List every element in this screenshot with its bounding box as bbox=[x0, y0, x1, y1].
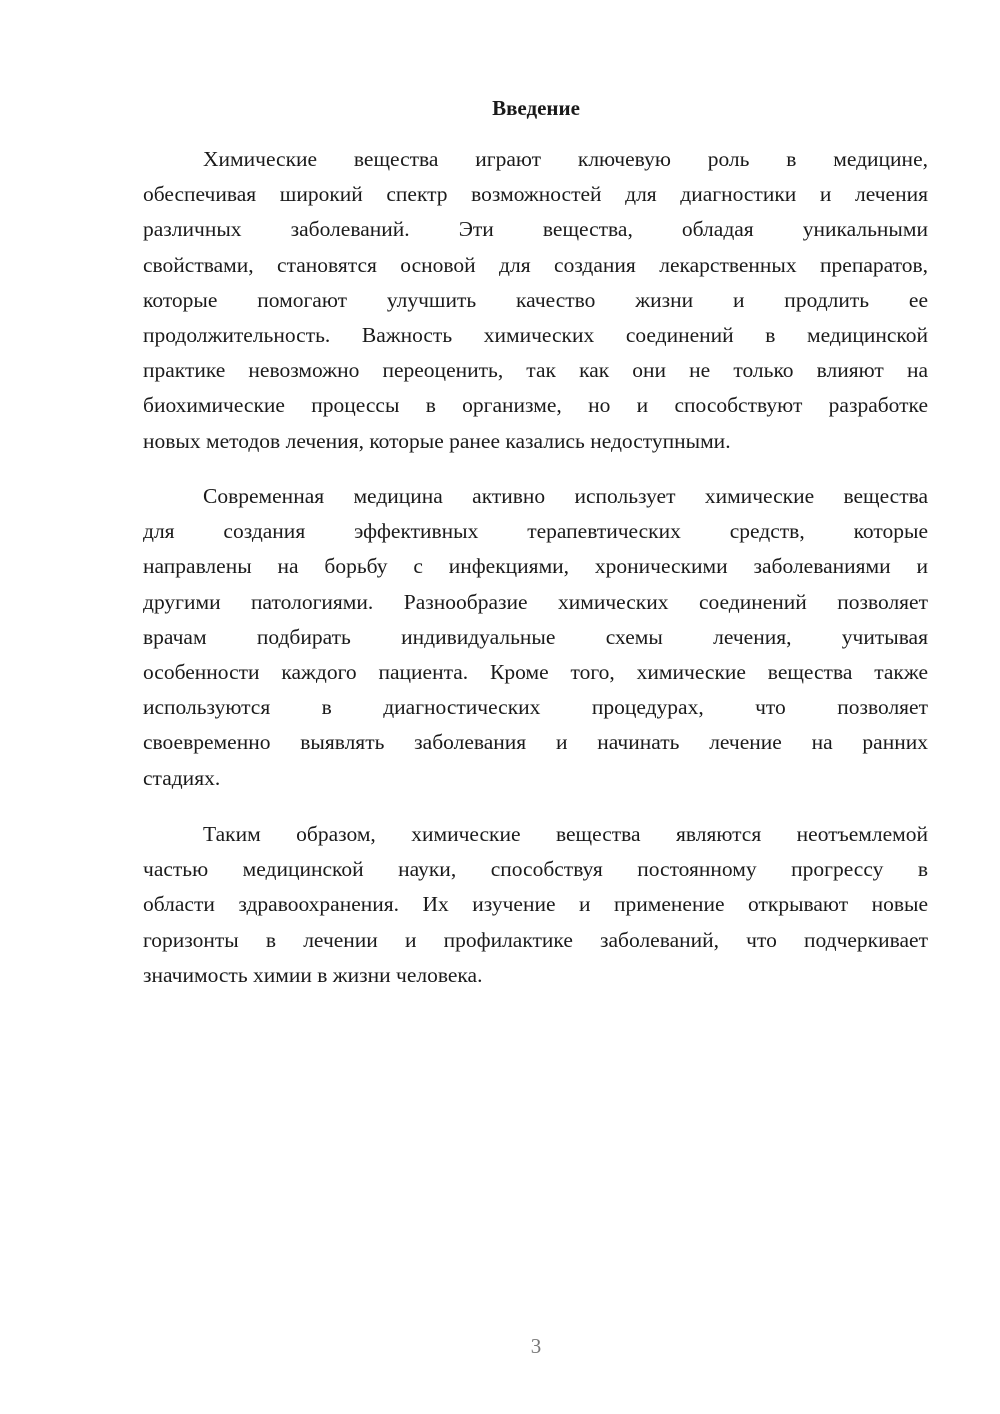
text-line: различных заболеваний. Эти вещества, обладая уникальными bbox=[143, 217, 928, 242]
text-line: направлены на борьбу с инфекциями, хроническими заболеваниями и bbox=[143, 554, 928, 579]
paragraph-1 bbox=[143, 142, 928, 459]
text-line: которые помогают улучшить качество жизни и продлить ее bbox=[143, 287, 928, 312]
text-line: области здравоохранения. Их изучение и применение открывают новые bbox=[143, 892, 928, 917]
text-line: Таким образом, химические вещества являются неотъемлемой bbox=[203, 822, 928, 846]
text-line: врачам подбирать индивидуальные схемы лечения, учитывая bbox=[143, 624, 928, 649]
text-line: продолжительность. Важность химических соединений в медицинской bbox=[143, 322, 928, 347]
text-line: обеспечивая широкий спектр возможностей для диагностики и лечения bbox=[143, 182, 928, 207]
text-line: Химические вещества играют ключевую роль в медицине, bbox=[203, 147, 928, 171]
section-title: Введение bbox=[492, 96, 580, 120]
text-line: практике невозможно переоценить, так как они не только влияют на bbox=[143, 358, 928, 383]
paragraph-2 bbox=[143, 479, 928, 796]
page-number: 3 bbox=[530, 1334, 542, 1358]
text-line: стадиях. bbox=[143, 765, 221, 790]
text-line: используются в диагностических процедурах, что позволяет bbox=[143, 695, 928, 720]
text-line: другими патологиями. Разнообразие химических соединений позволяет bbox=[143, 589, 928, 614]
paragraph-3 bbox=[143, 817, 928, 993]
text-line: свойствами, становятся основой для создания лекарственных препаратов, bbox=[143, 252, 928, 277]
text-line: биохимические процессы в организме, но и способствуют разработке bbox=[143, 393, 928, 418]
text-line: особенности каждого пациента. Кроме того, химические вещества также bbox=[143, 659, 928, 684]
text-line: частью медицинской науки, способствуя постоянному прогрессу в bbox=[143, 857, 928, 882]
text-line: новых методов лечения, которые ранее казались недоступными. bbox=[143, 428, 731, 453]
text-line: для создания эффективных терапевтических средств, которые bbox=[143, 519, 928, 544]
text-line: Современная медицина активно использует химические вещества bbox=[203, 484, 928, 508]
text-line: значимость химии в жизни человека. bbox=[143, 962, 483, 987]
text-line: горизонты в лечении и профилактике заболеваний, что подчеркивает bbox=[143, 927, 928, 952]
text-line: своевременно выявлять заболевания и начинать лечение на ранних bbox=[143, 730, 928, 755]
